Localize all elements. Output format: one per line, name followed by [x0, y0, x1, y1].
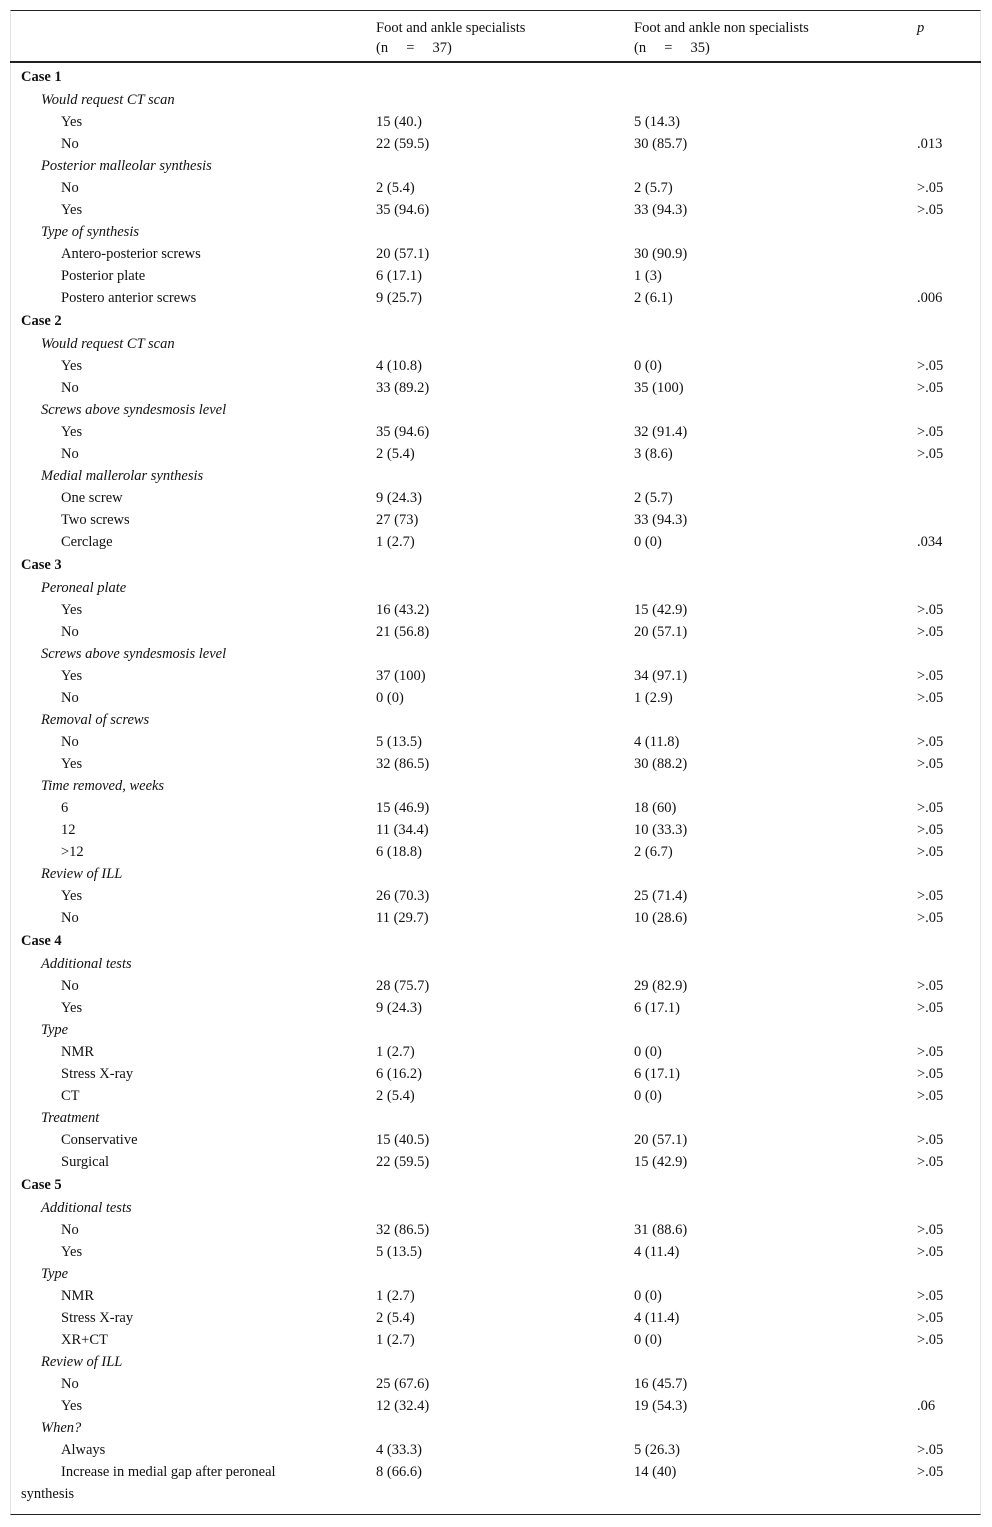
case-label: Case 1	[21, 69, 62, 85]
specialists-value: 8 (66.6)	[376, 1464, 422, 1480]
table-row	[10, 355, 981, 377]
non-specialists-value: 30 (85.7)	[634, 136, 688, 152]
p-value: >.05	[917, 690, 944, 706]
table-row	[10, 687, 981, 709]
p-value: >.05	[917, 844, 944, 860]
non-specialists-value: 0 (0)	[634, 1288, 662, 1304]
specialists-value: 4 (33.3)	[376, 1442, 422, 1458]
answer-label: Antero-posterior screws	[61, 246, 201, 262]
specialists-value: 15 (40.5)	[376, 1132, 430, 1148]
non-specialists-value: 0 (0)	[634, 1044, 662, 1060]
question-label: Posterior malleolar synthesis	[41, 158, 212, 174]
question-row	[10, 643, 981, 665]
table-row	[10, 133, 981, 155]
answer-label: XR+CT	[61, 1332, 108, 1348]
non-specialists-value: 2 (5.7)	[634, 490, 673, 506]
table-row	[10, 531, 981, 553]
table-row	[10, 665, 981, 687]
answer-label: Yes	[61, 668, 83, 684]
answer-label: Yes	[61, 202, 83, 218]
specialists-value: 28 (75.7)	[376, 978, 430, 994]
question-row	[10, 221, 981, 243]
answer-label: One screw	[61, 490, 123, 506]
answer-label: No	[61, 380, 79, 396]
specialists-value: 1 (2.7)	[376, 534, 415, 550]
answer-label: No	[61, 624, 79, 640]
answer-label: Two screws	[61, 512, 130, 528]
question-label: Time removed, weeks	[41, 778, 165, 794]
non-specialists-value: 20 (57.1)	[634, 624, 688, 640]
question-row	[10, 399, 981, 421]
table-row	[10, 1329, 981, 1351]
p-value: .006	[917, 290, 943, 306]
case-heading-row	[10, 553, 981, 577]
answer-label: Conservative	[61, 1132, 138, 1148]
question-label: Type	[41, 1022, 69, 1038]
specialists-value: 32 (86.5)	[376, 1222, 430, 1238]
p-value: >.05	[917, 180, 944, 196]
answer-label: Always	[61, 1442, 106, 1458]
p-value: .06	[917, 1398, 936, 1414]
table-row	[10, 487, 981, 509]
header-specialists-n: (n = 37)	[376, 40, 452, 56]
non-specialists-value: 15 (42.9)	[634, 602, 688, 618]
non-specialists-value: 35 (100)	[634, 380, 684, 396]
header-non-specialists	[634, 18, 809, 58]
specialists-value: 5 (13.5)	[376, 1244, 422, 1260]
p-value: >.05	[917, 1044, 944, 1060]
p-value: >.05	[917, 202, 944, 218]
non-specialists-value: 15 (42.9)	[634, 1154, 688, 1170]
p-value: >.05	[917, 1154, 944, 1170]
question-row	[10, 1019, 981, 1041]
header-specialists-title: Foot and ankle specialists	[376, 20, 526, 36]
case-heading-row	[10, 309, 981, 333]
answer-label: No	[61, 1222, 79, 1238]
non-specialists-value: 29 (82.9)	[634, 978, 688, 994]
table-row	[10, 975, 981, 997]
question-label: Treatment	[41, 1110, 100, 1126]
p-value: >.05	[917, 1288, 944, 1304]
non-specialists-value: 14 (40)	[634, 1464, 677, 1480]
answer-label: Postero anterior screws	[61, 290, 197, 306]
table-row	[10, 907, 981, 929]
answer-label: No	[61, 446, 79, 462]
p-value: >.05	[917, 1066, 944, 1082]
table-row	[10, 797, 981, 819]
non-specialists-value: 31 (88.6)	[634, 1222, 688, 1238]
specialists-value: 2 (5.4)	[376, 446, 415, 462]
question-label: Additional tests	[41, 956, 132, 972]
question-row	[10, 1351, 981, 1373]
p-value: >.05	[917, 1132, 944, 1148]
non-specialists-value: 0 (0)	[634, 358, 662, 374]
non-specialists-value: 0 (0)	[634, 534, 662, 550]
table-row	[10, 509, 981, 531]
non-specialists-value: 25 (71.4)	[634, 888, 688, 904]
specialists-value: 35 (94.6)	[376, 202, 430, 218]
p-value: .034	[917, 534, 943, 550]
case-heading-row	[10, 929, 981, 953]
table-body	[10, 65, 981, 1505]
case-label: Case 3	[21, 557, 62, 573]
specialists-value: 9 (24.3)	[376, 490, 422, 506]
p-value: >.05	[917, 888, 944, 904]
answer-label: Yes	[61, 358, 83, 374]
question-label: Medial mallerolar synthesis	[41, 468, 204, 484]
case-label: Case 2	[21, 313, 62, 329]
non-specialists-value: 2 (5.7)	[634, 180, 673, 196]
answer-label: Yes	[61, 756, 83, 772]
p-value: >.05	[917, 380, 944, 396]
table-row	[10, 819, 981, 841]
specialists-value: 25 (67.6)	[376, 1376, 430, 1392]
specialists-value: 21 (56.8)	[376, 624, 430, 640]
table-row	[10, 243, 981, 265]
specialists-value: 6 (16.2)	[376, 1066, 422, 1082]
specialists-value: 6 (18.8)	[376, 844, 422, 860]
p-value: >.05	[917, 978, 944, 994]
question-row	[10, 333, 981, 355]
question-row	[10, 155, 981, 177]
specialists-value: 6 (17.1)	[376, 268, 422, 284]
question-label: Screws above syndesmosis level	[41, 402, 227, 418]
table-row	[10, 265, 981, 287]
table-row	[10, 1151, 981, 1173]
answer-label: NMR	[61, 1288, 95, 1304]
specialists-value: 16 (43.2)	[376, 602, 430, 618]
answer-label: Yes	[61, 888, 83, 904]
p-value: >.05	[917, 800, 944, 816]
non-specialists-value: 1 (3)	[634, 268, 662, 284]
p-value: >.05	[917, 1244, 944, 1260]
specialists-value: 15 (40.)	[376, 114, 422, 130]
answer-label: Yes	[61, 1000, 83, 1016]
non-specialists-value: 33 (94.3)	[634, 202, 688, 218]
non-specialists-value: 5 (14.3)	[634, 114, 680, 130]
table-row	[10, 1085, 981, 1107]
table-row	[10, 443, 981, 465]
table-row	[10, 841, 981, 863]
specialists-value: 2 (5.4)	[376, 1310, 415, 1326]
specialists-value: 27 (73)	[376, 512, 419, 528]
answer-label: Yes	[61, 1398, 83, 1414]
table-header	[10, 11, 981, 63]
non-specialists-value: 33 (94.3)	[634, 512, 688, 528]
case-label: Case 5	[21, 1177, 62, 1193]
answer-label: 12	[61, 822, 76, 838]
non-specialists-value: 30 (90.9)	[634, 246, 688, 262]
table-row	[10, 1219, 981, 1241]
non-specialists-value: 10 (33.3)	[634, 822, 688, 838]
specialists-value: 1 (2.7)	[376, 1332, 415, 1348]
header-specialists	[376, 18, 525, 58]
non-specialists-value: 16 (45.7)	[634, 1376, 688, 1392]
answer-label: No	[61, 180, 79, 196]
question-row	[10, 1197, 981, 1219]
non-specialists-value: 6 (17.1)	[634, 1066, 680, 1082]
specialists-value: 33 (89.2)	[376, 380, 430, 396]
p-value: >.05	[917, 358, 944, 374]
answer-label: NMR	[61, 1044, 95, 1060]
p-value: >.05	[917, 446, 944, 462]
question-label: When?	[41, 1420, 82, 1436]
non-specialists-value: 6 (17.1)	[634, 1000, 680, 1016]
table-row	[10, 1041, 981, 1063]
specialists-value: 2 (5.4)	[376, 180, 415, 196]
question-row	[10, 465, 981, 487]
table-row	[10, 599, 981, 621]
non-specialists-value: 2 (6.1)	[634, 290, 673, 306]
answer-label: No	[61, 910, 79, 926]
question-label: Removal of screws	[41, 712, 150, 728]
table-row	[10, 885, 981, 907]
header-p-value: p	[917, 20, 925, 36]
question-row	[10, 1417, 981, 1439]
specialists-value: 15 (46.9)	[376, 800, 430, 816]
answer-label: No	[61, 690, 79, 706]
table-row	[10, 1129, 981, 1151]
table-row	[10, 177, 981, 199]
specialists-value: 22 (59.5)	[376, 1154, 430, 1170]
table-row	[10, 1241, 981, 1263]
question-row	[10, 709, 981, 731]
question-row	[10, 1107, 981, 1129]
table-row	[10, 997, 981, 1019]
specialists-value: 26 (70.3)	[376, 888, 430, 904]
answer-label: Surgical	[61, 1154, 110, 1170]
answer-label: >12	[61, 844, 84, 860]
case-heading-row	[10, 65, 981, 89]
table-row	[10, 621, 981, 643]
table-row	[10, 731, 981, 753]
table-row	[10, 1439, 981, 1461]
p-value: >.05	[917, 1442, 944, 1458]
table-row	[10, 1373, 981, 1395]
non-specialists-value: 34 (97.1)	[634, 668, 688, 684]
answer-label: Stress X-ray	[61, 1310, 134, 1326]
p-value: >.05	[917, 424, 944, 440]
case-label: Case 4	[21, 933, 62, 949]
question-label: Would request CT scan	[41, 336, 175, 352]
specialists-value: 1 (2.7)	[376, 1044, 415, 1060]
answer-label: Yes	[61, 602, 83, 618]
table-row	[10, 1307, 981, 1329]
non-specialists-value: 0 (0)	[634, 1332, 662, 1348]
question-label: Type	[41, 1266, 69, 1282]
specialists-value: 4 (10.8)	[376, 358, 422, 374]
answer-label: No	[61, 136, 79, 152]
question-row	[10, 775, 981, 797]
non-specialists-value: 1 (2.9)	[634, 690, 673, 706]
table-row	[10, 199, 981, 221]
table-row	[10, 1063, 981, 1085]
table-row	[10, 753, 981, 775]
non-specialists-value: 5 (26.3)	[634, 1442, 680, 1458]
non-specialists-value: 0 (0)	[634, 1088, 662, 1104]
non-specialists-value: 20 (57.1)	[634, 1132, 688, 1148]
non-specialists-value: 18 (60)	[634, 800, 677, 816]
p-value: >.05	[917, 822, 944, 838]
p-value: >.05	[917, 1222, 944, 1238]
p-value: .013	[917, 136, 943, 152]
specialists-value: 35 (94.6)	[376, 424, 430, 440]
p-value: >.05	[917, 1464, 944, 1480]
non-specialists-value: 19 (54.3)	[634, 1398, 688, 1414]
table-row	[10, 421, 981, 443]
specialists-value: 0 (0)	[376, 690, 404, 706]
answer-label: Stress X-ray	[61, 1066, 134, 1082]
p-value: >.05	[917, 668, 944, 684]
question-label: Screws above syndesmosis level	[41, 646, 227, 662]
specialists-value: 22 (59.5)	[376, 136, 430, 152]
case-heading-row	[10, 1173, 981, 1197]
non-specialists-value: 2 (6.7)	[634, 844, 673, 860]
answer-label: CT	[61, 1088, 80, 1104]
specialists-value: 12 (32.4)	[376, 1398, 430, 1414]
p-value: >.05	[917, 602, 944, 618]
answer-label: Cerclage	[61, 534, 113, 550]
question-row	[10, 953, 981, 975]
specialists-value: 1 (2.7)	[376, 1288, 415, 1304]
question-row	[10, 1263, 981, 1285]
header-non-specialists-n: (n = 35)	[634, 40, 710, 56]
non-specialists-value: 4 (11.4)	[634, 1244, 680, 1260]
p-value: >.05	[917, 1310, 944, 1326]
specialists-value: 11 (29.7)	[376, 910, 429, 926]
specialists-value: 11 (34.4)	[376, 822, 429, 838]
non-specialists-value: 4 (11.8)	[634, 734, 680, 750]
table-row	[10, 1285, 981, 1307]
table-row	[10, 1461, 981, 1505]
specialists-value: 9 (24.3)	[376, 1000, 422, 1016]
answer-label: Yes	[61, 424, 83, 440]
specialists-value: 9 (25.7)	[376, 290, 422, 306]
table-row	[10, 287, 981, 309]
non-specialists-value: 4 (11.4)	[634, 1310, 680, 1326]
question-row	[10, 577, 981, 599]
question-label: Additional tests	[41, 1200, 132, 1216]
question-label: Peroneal plate	[41, 580, 127, 596]
table-row	[10, 111, 981, 133]
header-non-specialists-title: Foot and ankle non specialists	[634, 20, 809, 36]
specialists-value: 20 (57.1)	[376, 246, 430, 262]
answer-label: No	[61, 978, 79, 994]
non-specialists-value: 3 (8.6)	[634, 446, 673, 462]
p-value: >.05	[917, 756, 944, 772]
answer-label: No	[61, 1376, 79, 1392]
answer-label: Yes	[61, 1244, 83, 1260]
table-row	[10, 1395, 981, 1417]
p-value: >.05	[917, 734, 944, 750]
table-row	[10, 377, 981, 399]
question-row	[10, 863, 981, 885]
p-value: >.05	[917, 1332, 944, 1348]
answer-label: Yes	[61, 114, 83, 130]
answer-label: Posterior plate	[61, 268, 146, 284]
specialists-value: 32 (86.5)	[376, 756, 430, 772]
question-label: Type of synthesis	[41, 224, 139, 240]
answer-label: Increase in medial gap after peroneal synthesis	[21, 1464, 276, 1502]
answer-label: No	[61, 734, 79, 750]
specialists-value: 2 (5.4)	[376, 1088, 415, 1104]
question-row	[10, 89, 981, 111]
question-label: Would request CT scan	[41, 92, 175, 108]
non-specialists-value: 32 (91.4)	[634, 424, 688, 440]
p-value: >.05	[917, 910, 944, 926]
specialists-value: 5 (13.5)	[376, 734, 422, 750]
question-label: Review of ILL	[41, 1354, 123, 1370]
non-specialists-value: 10 (28.6)	[634, 910, 688, 926]
question-label: Review of ILL	[41, 866, 123, 882]
answer-label: 6	[61, 800, 69, 816]
specialists-value: 37 (100)	[376, 668, 426, 684]
p-value: >.05	[917, 1088, 944, 1104]
p-value: >.05	[917, 1000, 944, 1016]
p-value: >.05	[917, 624, 944, 640]
non-specialists-value: 30 (88.2)	[634, 756, 688, 772]
